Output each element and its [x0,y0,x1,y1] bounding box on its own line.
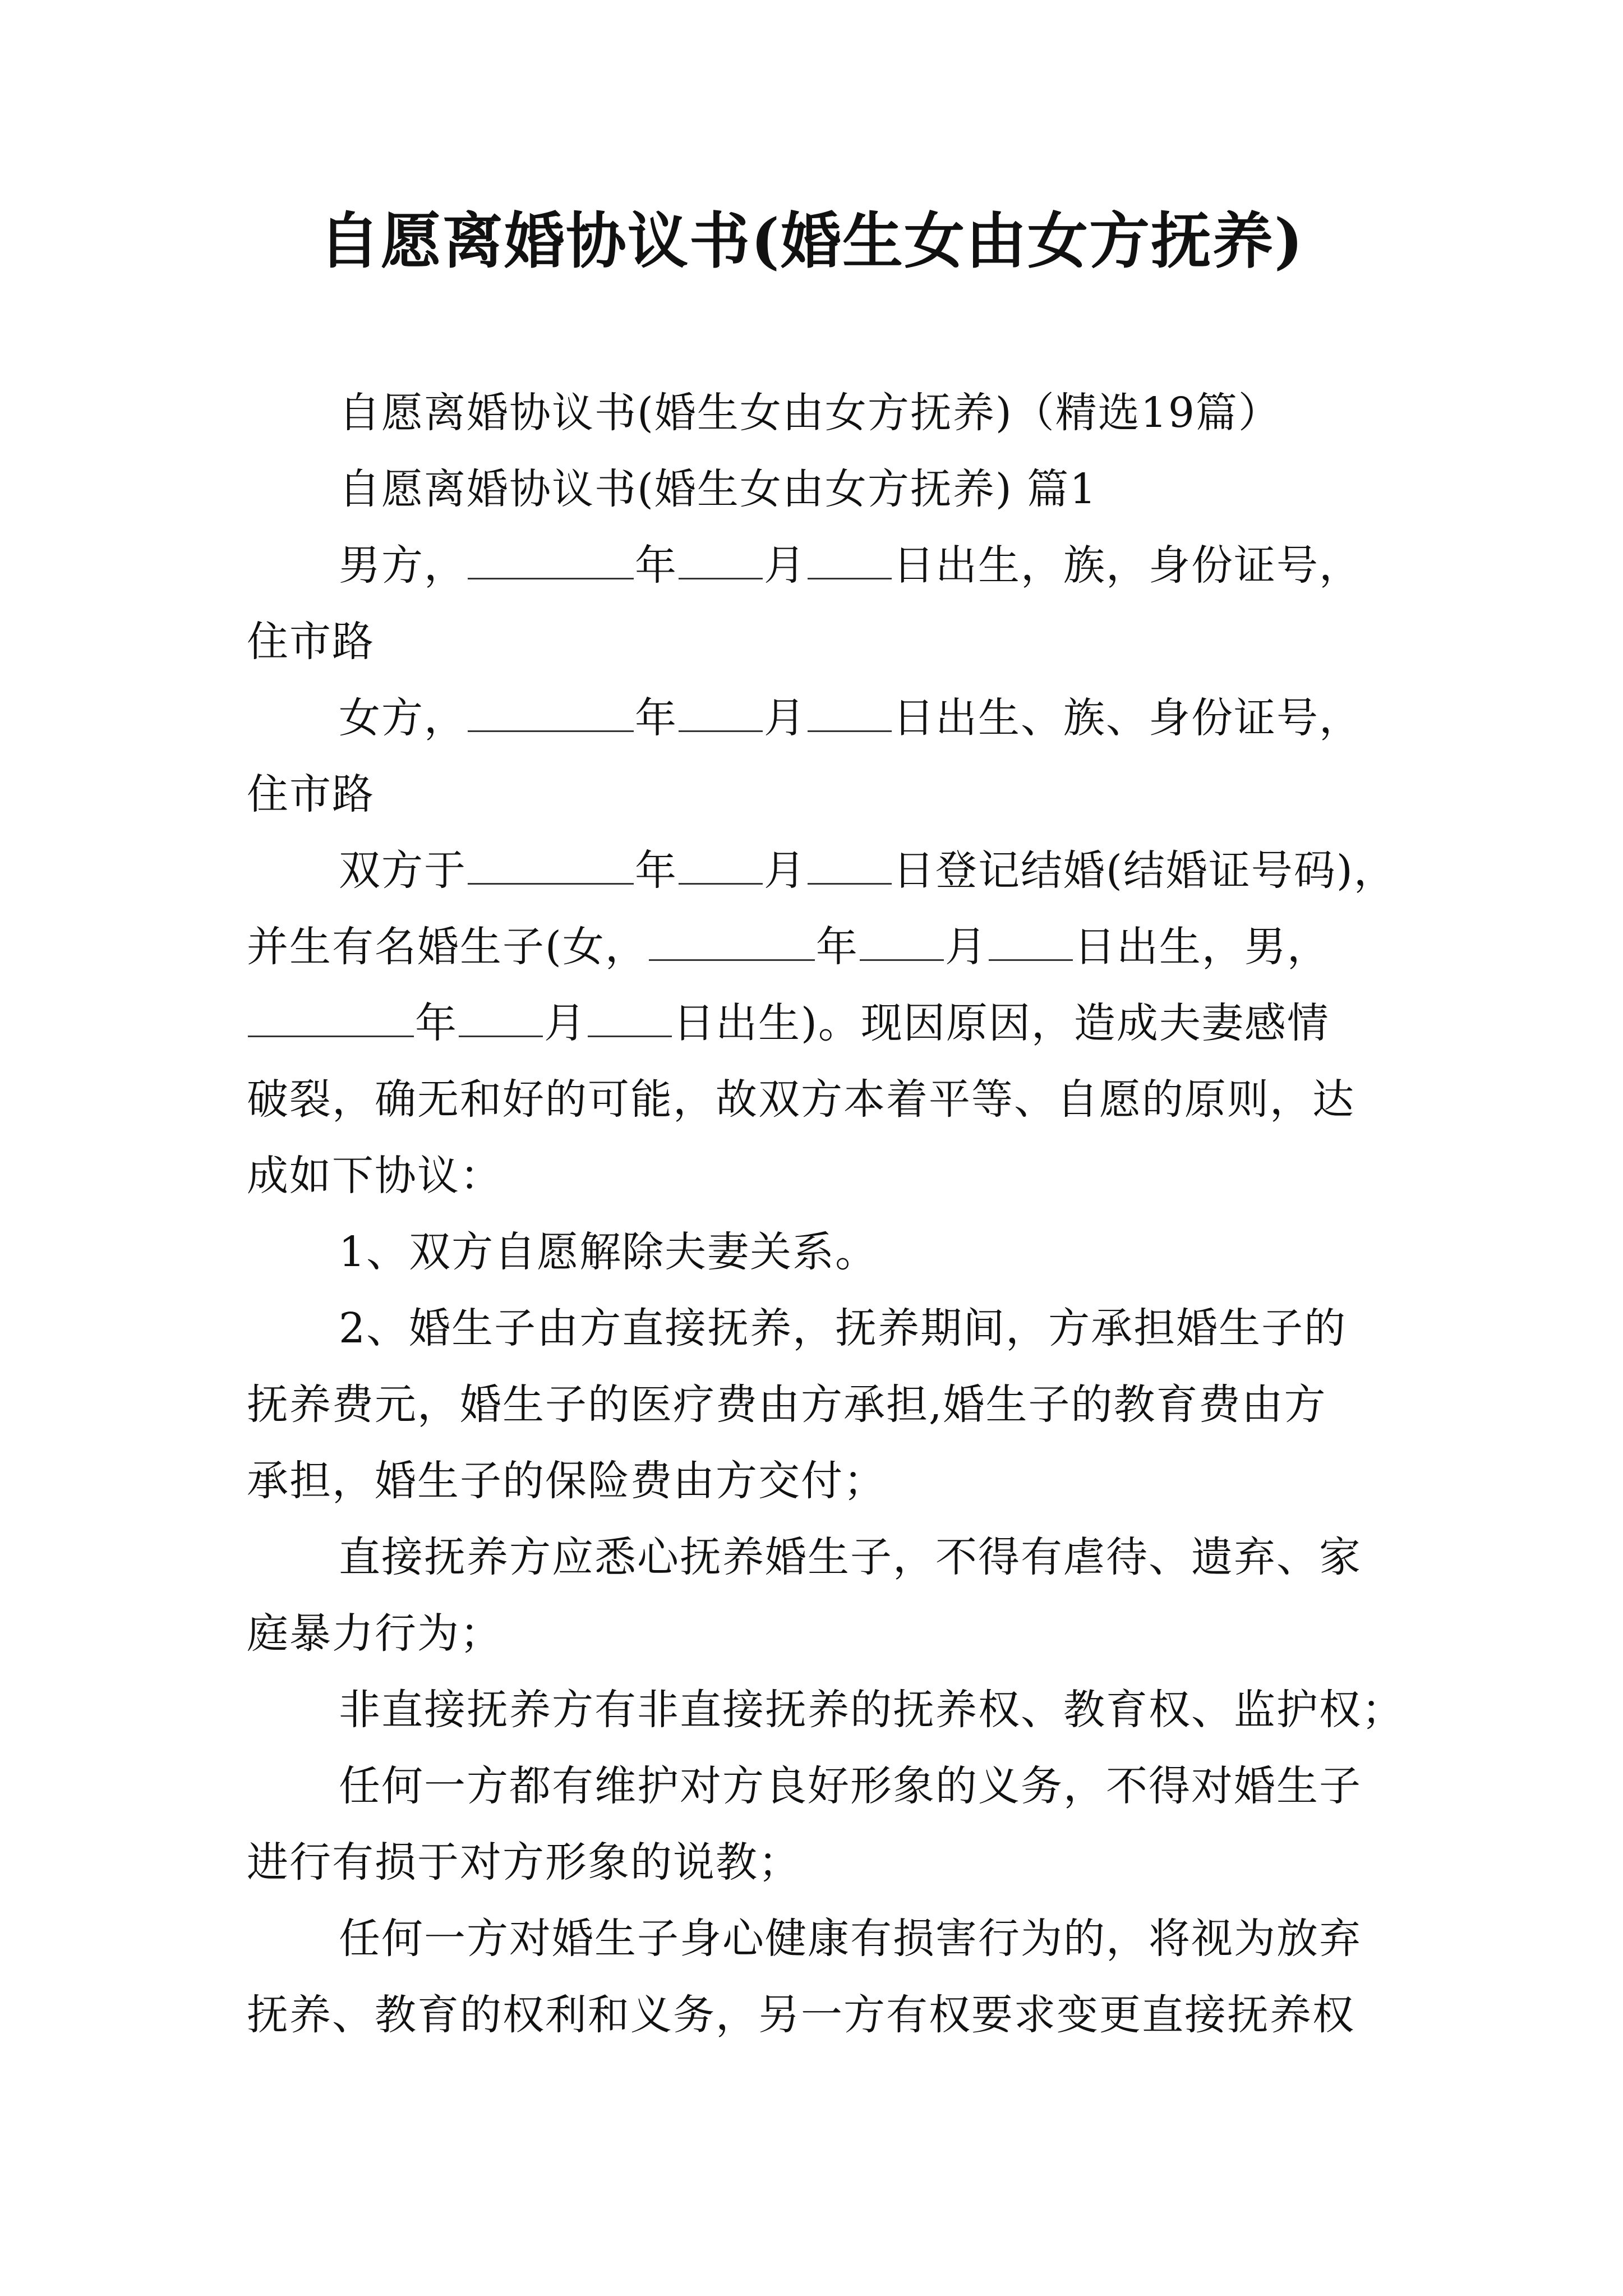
blank-field [679,693,763,732]
wife-address-line: 住市路 [247,770,375,818]
wife-info-line: 女方， 年 月 日出生、族、身份证号， [339,694,1362,742]
paragraph-line: 任何一方都有维护对方良好形象的义务，不得对婚生子 [339,1762,1362,1810]
blank-field [679,540,763,579]
blank-field [808,540,892,579]
blank-field [989,922,1073,961]
paragraph-line: 进行有损于对方形象的说教； [247,1838,801,1887]
blank-field [860,922,944,961]
blank-field [468,540,634,579]
blank-field [588,998,672,1037]
children-line: 并生有名婚生子(女， 年 月 日出生，男， [247,923,1330,971]
paragraph-line: 成如下协议： [247,1152,502,1200]
document-body [247,375,1413,2053]
paragraph-line: 任何一方对婚生子身心健康有损害行为的，将视为放弃 [339,1915,1362,1963]
paragraph-line: 庭暴力行为； [247,1609,502,1658]
paragraph-line: 直接抚养方应悉心抚养婚生子，不得有虐待、遗弃、家 [339,1533,1362,1581]
clause-1: 1、双方自愿解除夫妻关系。 [339,1228,878,1276]
blank-field [468,845,634,885]
husband-info-line: 男方， 年 月 日出生，族，身份证号， [339,541,1362,590]
blank-field [679,845,763,885]
paragraph-line: 破裂，确无和好的可能，故双方本着平等、自愿的原则，达 [247,1075,1355,1124]
subtitle-line: 自愿离婚协议书(婚生女由女方抚养)（精选19篇） [339,389,1281,437]
paragraph-line: 抚养费元，婚生子的医疗费由方承担,婚生子的教育费由方 [247,1381,1327,1429]
blank-field [808,845,892,885]
paragraph-line: 抚养、教育的权利和义务，另一方有权要求变更直接抚养权 [247,1991,1355,2039]
blank-field [459,998,543,1037]
husband-address-line: 住市路 [247,618,375,666]
clause-2: 2、婚生子由方直接抚养，抚养期间，方承担婚生子的 [339,1304,1347,1352]
blank-field [468,693,634,732]
blank-field [248,998,414,1037]
blank-field [649,922,815,961]
blank-field [808,693,892,732]
section-heading: 自愿离婚协议书(婚生女由女方抚养) 篇1 [339,465,1098,513]
paragraph-line: 承担，婚生子的保险费由方交付； [247,1457,886,1505]
document-title: 自愿离婚协议书(婚生女由女方抚养) [319,206,1304,277]
marriage-registration-line: 双方于 年 月 日登记结婚(结婚证号码)， [339,846,1396,895]
children-line-2: 年 月 日出生)。现因原因，造成夫妻感情 [247,985,1413,1061]
paragraph-line: 非直接抚养方有非直接抚养的抚养权、教育权、监护权； [339,1686,1404,1734]
